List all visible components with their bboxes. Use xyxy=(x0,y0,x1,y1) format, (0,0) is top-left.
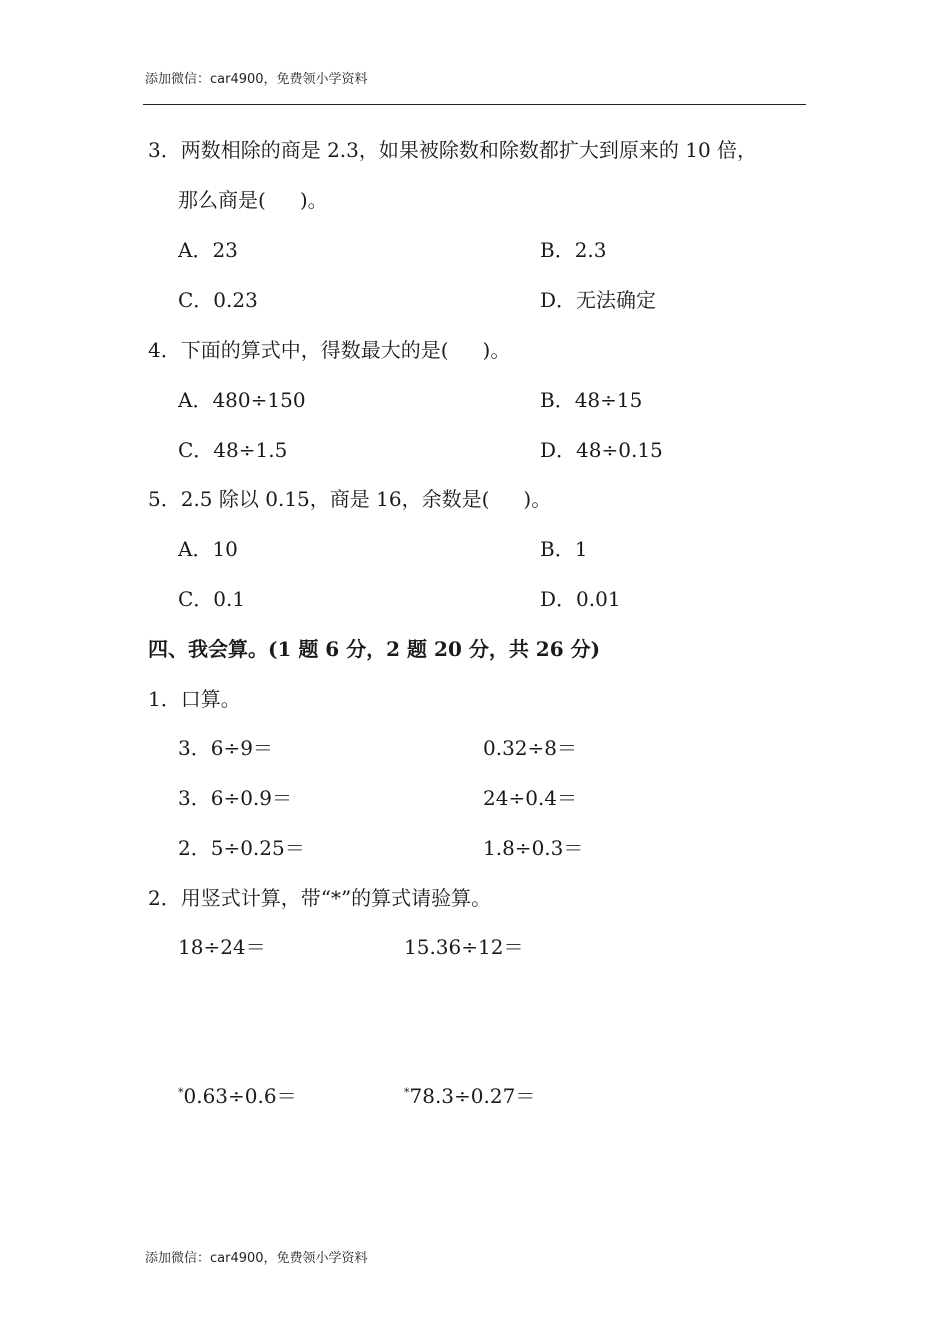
page-header: 添加微信：car4900，免费领小学资料 xyxy=(145,72,368,87)
q3-stem-line1: 3．两数相除的商是 2.3，如果被除数和除数都扩大到原来的 10 倍， xyxy=(148,138,758,162)
q4-stem xyxy=(148,337,510,363)
oral-calc-2: 0.32÷8＝ xyxy=(483,736,578,760)
q3-stem-post: )。 xyxy=(299,188,328,212)
oral-calc-4: 24÷0.4＝ xyxy=(483,786,578,810)
oral-calc-1: 3．6÷9＝ xyxy=(178,736,273,760)
page-footer: 添加微信：car4900，免费领小学资料 xyxy=(145,1251,368,1266)
section-4-sub2: 2．用竖式计算，带“*”的算式请验算。 xyxy=(148,886,492,910)
checked-calc-1-text: 0.63÷0.6＝ xyxy=(183,1084,297,1108)
q3-option-d: D．无法确定 xyxy=(540,288,657,312)
oral-calc-3: 3．6÷0.9＝ xyxy=(178,786,293,810)
q4-option-b: B．48÷15 xyxy=(540,388,643,412)
q4-option-a: A．480÷150 xyxy=(178,388,306,412)
q5-option-a: A．10 xyxy=(178,537,238,561)
vertical-calc-1: 18÷24＝ xyxy=(178,935,266,959)
oral-calc-5: 2．5÷0.25＝ xyxy=(178,836,305,860)
star-mark: * xyxy=(404,1086,410,1099)
q4-option-d: D．48÷0.15 xyxy=(540,438,663,462)
q4-stem-post: )。 xyxy=(482,338,511,362)
q5-option-b: B．1 xyxy=(540,537,588,561)
checked-calc-1 xyxy=(178,1083,297,1109)
header-rule xyxy=(143,104,806,105)
q3-option-a: A．23 xyxy=(178,238,238,262)
oral-calc-6: 1.8÷0.3＝ xyxy=(483,836,584,860)
q3-stem-line2 xyxy=(178,187,328,213)
q4-stem-pre: 4．下面的算式中，得数最大的是( xyxy=(148,338,449,362)
checked-calc-2-text: 78.3÷0.27＝ xyxy=(409,1084,536,1108)
section-4-title: 四、我会算。(1 题 6 分，2 题 20 分，共 26 分) xyxy=(148,637,601,661)
q5-stem xyxy=(148,486,551,512)
q4-option-c: C．48÷1.5 xyxy=(178,438,288,462)
checked-calc-2 xyxy=(404,1083,535,1109)
q5-stem-pre: 5．2.5 除以 0.15，商是 16，余数是( xyxy=(148,487,490,511)
q3-option-c: C．0.23 xyxy=(178,288,258,312)
q5-option-c: C．0.1 xyxy=(178,587,246,611)
q3-option-b: B．2.3 xyxy=(540,238,607,262)
q5-option-d: D．0.01 xyxy=(540,587,621,611)
q3-stem-pre: 那么商是( xyxy=(178,188,266,212)
q5-stem-post: )。 xyxy=(523,487,552,511)
section-4-sub1: 1．口算。 xyxy=(148,687,241,711)
vertical-calc-2: 15.36÷12＝ xyxy=(404,935,524,959)
star-mark: * xyxy=(178,1086,184,1099)
